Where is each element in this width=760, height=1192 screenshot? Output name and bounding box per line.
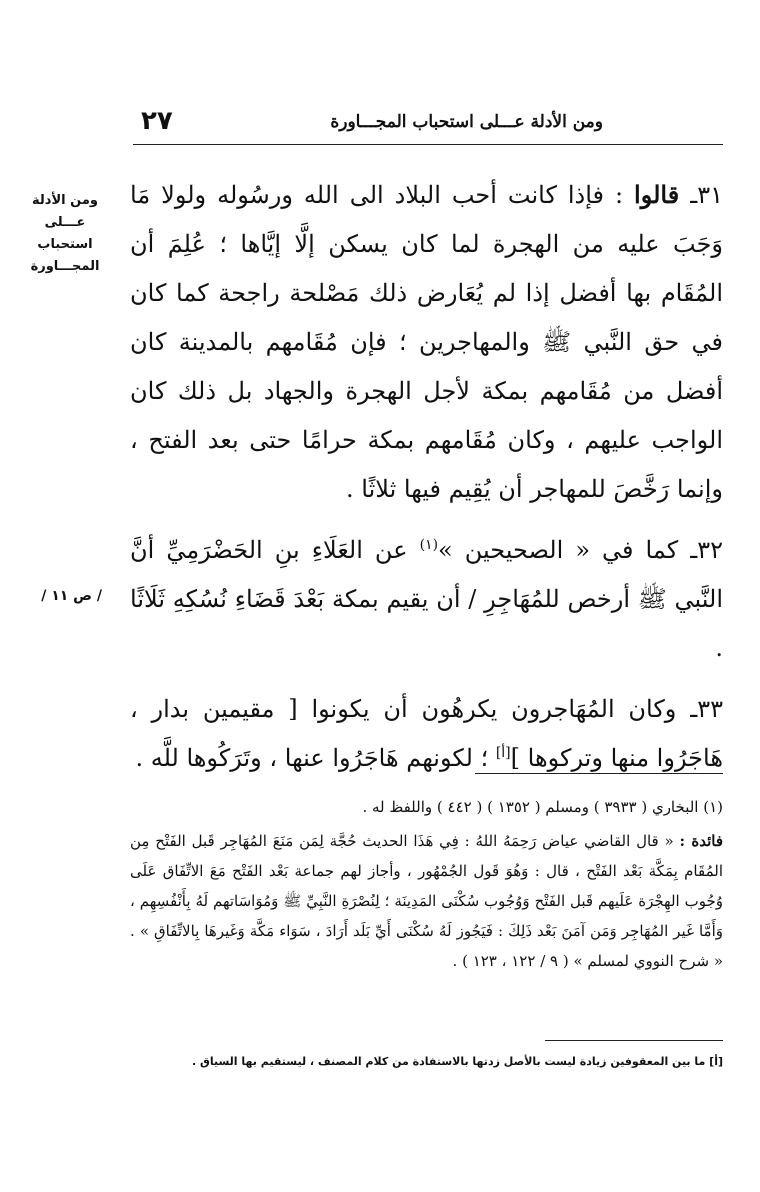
footnote-marker: (١)	[419, 537, 439, 553]
margin-heading-line: المجـــاورة	[30, 259, 100, 274]
paragraph-body: عن العَلَاءِ بنِ الحَضْرَمِيِّ أنَّ النَّبي ﷺ أرخص للمُهَاجِرِ / أن يقيم بمكة بَعْدَ قَضَاءِ نُسُكِهِ ثَلَاثًا .	[130, 536, 723, 662]
page-header	[133, 100, 723, 145]
paragraph-body: : فإذا كانت أحب البلاد الى الله ورسُوله ولولا مَا وَجَبَ عليه من الهجرة لما كان يسكن إلَّا إيَّاها ؛ عُلِمَ أن المُقَام بها أفضل إذا لم يُعَارض ذلك مَصْلحة راجحة كما كان في حق النَّبي ﷺ والمهاجرين ؛ فإن مُقَامهم بالمدينة كان أفضل من مُقَامهم بمكة لأجل الهجرة والجهاد بل ذلك كان الواجب عليهم ، وكان مُقَامهم بمكة حرامًا حتى بعد الفتح ، وإنما رَخَّصَ للمهاجر أن يُقِيم فيها ثلاثًا .	[130, 181, 723, 503]
margin-heading-line: ومن الأدلة	[32, 193, 98, 208]
paragraph-body: كما في « الصحيحين »	[438, 536, 691, 564]
manuscript-page-ref: / ص ١١ /	[41, 588, 102, 604]
footnote-1: (١) البخاري ( ٣٩٣٣ ) ومسلم ( ١٣٥٢ ) ( ٤٤٢ ) واللفظ له .	[362, 798, 723, 816]
footnotes	[130, 792, 723, 976]
page-number: ٢٧	[141, 106, 173, 136]
paragraph-33	[130, 685, 723, 783]
margin-heading	[15, 190, 115, 278]
paragraph-number: ٣٣ـ	[690, 695, 723, 723]
margin-heading-line: عـــلى	[44, 215, 86, 230]
footnote-marker: [أ]	[495, 745, 511, 761]
paragraph-number: ٣١ـ	[690, 181, 723, 209]
paragraph-32	[130, 526, 723, 673]
main-text	[130, 170, 723, 795]
running-title: ومن الأدلة عـــلى استحباب المجـــاورة	[330, 112, 603, 132]
editor-note-divider	[545, 1040, 723, 1041]
footnote-benefit	[130, 826, 723, 976]
footnote-lead: فائدة :	[679, 832, 723, 850]
footnote-body: « قال القاضي عياض رَحِمَهُ اللهُ : فِي هَذَا الحديث حُجَّة لِمَن مَنَعَ المُهَاجِر قَبل الفَتْح مِن المُقَام بِمَكَّة بَعْد الفَتْح ، قال : وَهُوَ قَول الجُمْهُور ، وأجاز لهم جماعة بَعْد الفَتْح مَعَ الاتِّفَاق عَلَى وُجُوب الهِجْرَة عَلَيهم قَبل الفَتْح وَوُجُوب سُكْنَى المَدِينَة ؛ لِنُصْرَةِ النَّبِيِّ ﷺ وَمُوَاسَاتهم لَهُ بِأَنْفُسِهِم ، وَأَمَّا غَير المُهَاجِر وَمَن آمَنَ بَعْد ذَلِكَ : فَيَجُوز لَهُ سُكْنَى أَيِّ بَلَد أَرَادَ ، سَوَاء مَكَّة وَغَيرهَا بِالاتِّفَاقِ » . « شرح النووي لمسلم » ( ٩ / ١٢٢ ، ١٢٣ ) .	[130, 832, 723, 970]
paragraph-body: ؛ لكونهم هَاجَرُوا عنها ، وتَرَكُوها للَّه .	[135, 744, 496, 772]
editor-note: [أ] ما بين المعقوفين زيادة ليست بالأصل زدتها بالاستفادة من كلام المصنف ، ليستقيم بها السياق .	[192, 1055, 723, 1068]
paragraph-lead: قالوا	[634, 180, 680, 209]
paragraph-number: ٣٢ـ	[690, 536, 723, 564]
margin-heading-line: استحباب	[37, 237, 93, 252]
paragraph-body: وكان المُهَاجرون يكرهُون أن يكونوا [ مقيمين بدار ، هَاجَرُوا منها وتركوها ]	[130, 695, 723, 772]
paragraph-31	[130, 170, 723, 514]
footnote-divider	[475, 773, 723, 774]
